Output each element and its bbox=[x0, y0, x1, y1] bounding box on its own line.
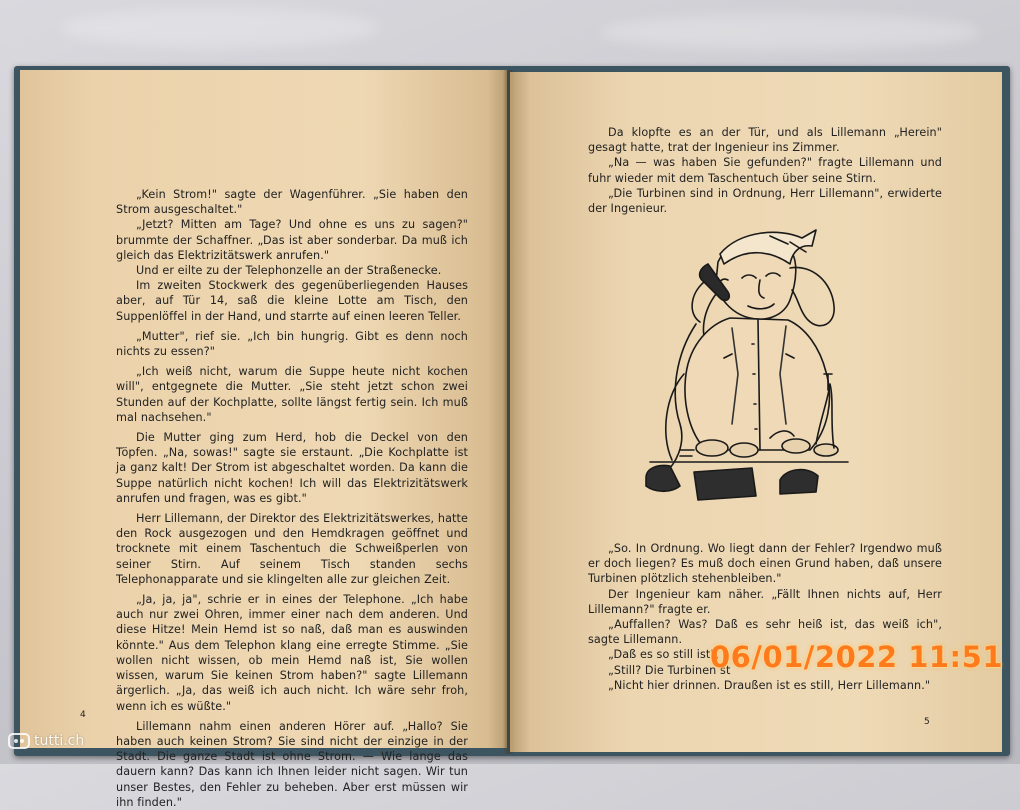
cloth-fold bbox=[600, 14, 980, 50]
paragraph: Der Ingenieur kam näher. „Fällt Ihnen nichts auf, Herr Lillemann?" fragte er. bbox=[588, 587, 942, 616]
paragraph: Die Mutter ging zum Herd, hob die Deckel von den Töpfen. „Na, sowas!" sagte sie erstaunt. „Die Kochplatte ist ja ganz kalt! Der Strom ist abgeschaltet worden. Da kann die Suppe natürlich nicht kochen! Ich will das Elektrizitätswerk anrufen und fragen, was es gibt." bbox=[116, 431, 468, 505]
paragraph: „Ich weiß nicht, warum die Suppe heute nicht kochen will", entgegnete die Mutter. „Sie steht jetzt schon zwei Stunden auf der Kochplatte, sollte längst fertig sein. Ich muß mal nachsehen." bbox=[116, 365, 468, 424]
right-page-text-top bbox=[588, 125, 942, 216]
paragraph: Und er eilte zu der Telephonzelle an der Straßenecke. bbox=[136, 264, 442, 278]
paragraph: „Na — was haben Sie gefunden?" fragte Lillemann und fuhr wieder mit dem Taschentuch über seine Stirn. bbox=[588, 156, 942, 185]
illustration-man-with-telephones bbox=[620, 224, 870, 514]
paragraph: Da klopfte es an der Tür, und als Lillemann „Herein" gesagt hatte, trat der Ingenieur ins Zimmer. bbox=[588, 126, 942, 155]
watermark bbox=[8, 732, 84, 750]
paragraph: „Die Turbinen sind in Ordnung, Herr Lillemann", erwiderte der Ingenieur. bbox=[588, 186, 942, 216]
page-number: 4 bbox=[80, 710, 86, 720]
date-timestamp: 06/01/2022 11:51 bbox=[710, 640, 1004, 674]
paragraph: „Jetzt? Mitten am Tage? Und ohne es uns zu sagen?" brummte der Schaffner. „Das ist aber sonderbar. Da muß ich gleich das Elektrizitätswerk anrufen." bbox=[116, 218, 468, 262]
left-page bbox=[20, 70, 507, 809]
paragraph: Herr Lillemann, der Direktor des Elektrizitätswerkes, hatte den Rock ausgezogen und den Hemdkragen geöffnet und trocknete mit einem Taschentuch die Schweißperlen von seiner Stirn. Auf seinem Tisch standen sechs Telephonapparate und sie klingelten alle zur gleichen Zeit. bbox=[116, 512, 468, 586]
paragraph: „Auffallen? Was? Daß es sehr heiß ist, das weiß ich", sagte Lillemann. bbox=[588, 618, 942, 647]
watermark-text: tutti.ch bbox=[34, 733, 85, 749]
tutti-logo-icon bbox=[8, 732, 30, 750]
paragraph: Lillemann nahm einen anderen Hörer auf. „Hallo? Sie haben auch keinen Strom? Sie sind nicht der einzige in der Stadt. Die ganze Stadt ist ohne Strom. — Wie lange das dauern kann? Das kann ich Ihnen leider nicht sagen. Wir tun unser Bestes, den Fehler zu beheben. Aber erst müssen wir ihn finden." bbox=[116, 719, 468, 809]
left-page-text bbox=[116, 187, 468, 810]
paragraph: Im zweiten Stockwerk des gegenüberliegenden Hauses aber, auf Tür 14, saß die kleine Lotte am Tisch, den Suppenlöffel in der Hand, und starrte auf einen leeren Teller. bbox=[116, 279, 468, 323]
paragraph: „Mutter", rief sie. „Ich bin hungrig. Gibt es denn noch nichts zu essen?" bbox=[116, 329, 468, 359]
paragraph: „Daß es so still ist", bbox=[608, 648, 720, 662]
paragraph: „So. In Ordnung. Wo liegt dann der Fehler? Irgendwo muß er doch liegen? Es muß doch einen Grund haben, daß unsere Turbinen plötzlich stehenbleiben." bbox=[588, 542, 942, 586]
paragraph: „Still? Die Turbinen st bbox=[608, 663, 731, 677]
page-number: 5 bbox=[924, 717, 930, 727]
paragraph: „Kein Strom!" sagte der Wagenführer. „Sie haben den Strom ausgeschaltet." bbox=[116, 188, 468, 217]
paragraph: „Ja, ja, ja", schrie er in eines der Telephone. „Ich habe auch nur zwei Ohren, immer einer nach dem anderen. Und diese Hitze! Mein Hemd ist so naß, daß man es auswinden könnte." Aus dem Telephon klang eine erregte Stimme. „Sie wollen nicht wissen, ob mein Hemd naß ist, Sie wollen wissen, warum Sie keinen Strom haben?" sagte Lillemann ärgerlich. „Ja, das weiß ich auch nicht. Ich wäre sehr froh, wenn ich es wüßte." bbox=[116, 593, 468, 713]
paragraph: „Nicht hier drinnen. Draußen ist es still, Herr Lillemann." bbox=[608, 678, 931, 692]
cloth-fold bbox=[60, 8, 380, 48]
